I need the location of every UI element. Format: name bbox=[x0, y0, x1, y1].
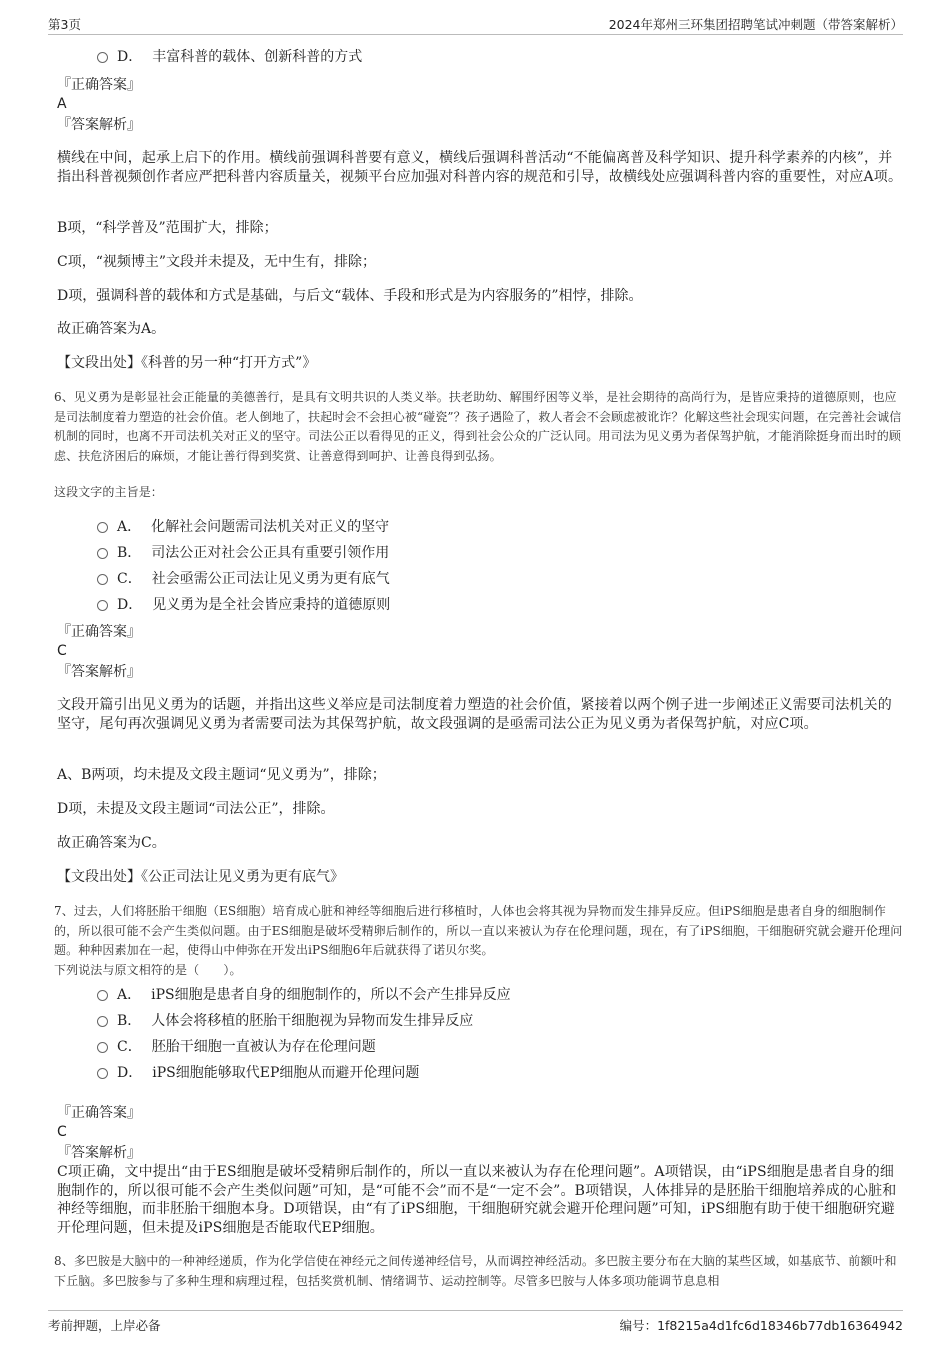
q6-analysis-d: D项，未提及文段主题词“司法公正”，排除。 bbox=[57, 801, 335, 817]
q5-analysis-d: D项，强调科普的载体和方式是基础，与后文“载体、手段和形式是为内容服务的”相悖，排除。 bbox=[57, 288, 643, 304]
footer-slogan: 考前押题，上岸必备 bbox=[48, 1318, 161, 1333]
q6-answer-heading: 『正确答案』 bbox=[57, 624, 141, 640]
q7-analysis-heading: 『答案解析』 bbox=[57, 1145, 141, 1161]
q7-option-a[interactable]: A． iPS细胞是患者自身的细胞制作的，所以不会产生排异反应 bbox=[97, 986, 511, 1005]
radio-icon[interactable] bbox=[97, 1042, 108, 1053]
page-header bbox=[48, 14, 903, 35]
radio-icon[interactable] bbox=[97, 522, 108, 533]
q7-option-d[interactable]: D． iPS细胞能够取代EP细胞从而避开伦理问题 bbox=[97, 1064, 419, 1083]
q7-stem: 7、过去，人们将胚胎干细胞（ES细胞）培育成心脏和神经等细胞后进行移植时，人体也会将其视为异物而发生排异反应。但iPS细胞是患者自身的细胞制作的，所以很可能不会产生类似问题。由于ES细胞是破坏受精卵后制作的，所以一直以来被认为存在伦理问题，现在，有了iPS细胞，干细胞研究就会避开伦理问题。种种因素加在一起，使得山中伸弥在开发出iPS细胞6年后就获得了诺贝尔奖。 bbox=[54, 904, 903, 957]
document-title: 2024年郑州三环集团招聘笔试冲刺题（带答案解析） bbox=[608, 17, 903, 32]
q7-option-b[interactable]: B． 人体会将移植的胚胎干细胞视为异物而发生排异反应 bbox=[97, 1012, 473, 1031]
q6-source: 【文段出处】《公正司法让见义勇为更有底气》 bbox=[57, 869, 344, 885]
q5-option-d[interactable]: D． 丰富科普的载体、创新科普的方式 bbox=[97, 48, 362, 67]
q5-answer-heading: 『正确答案』 bbox=[57, 77, 141, 93]
q6-option-d[interactable]: D． 见义勇为是全社会皆应秉持的道德原则 bbox=[97, 596, 390, 615]
q6-analysis-heading: 『答案解析』 bbox=[57, 664, 141, 680]
q6-analysis-ab: A、B两项，均未提及文段主题词“见义勇为”，排除； bbox=[57, 767, 386, 783]
radio-icon[interactable] bbox=[97, 548, 108, 559]
q7-analysis-paragraph: C项正确，文中提出“由于ES细胞是破坏受精卵后制作的，所以一直以来被认为存在伦理问题”。A项错误，由“iPS细胞是患者自身的细胞制作的，所以很可能不会产生类似问题”可知，是“可能不会”而不是“一定不会”。B项错误，人体排异的是胚胎干细胞培养成的心脏和神经等细胞，而非胚胎干细胞本身。D项错误，由“有了iPS细胞，干细胞研究就会避开伦理问题”可知，iPS细胞有助于使干细胞研究避开伦理问题，但未提及iPS细胞是否能取代EP细胞。 bbox=[57, 1164, 897, 1236]
q7-option-c[interactable]: C． 胚胎干细胞一直被认为存在伦理问题 bbox=[97, 1038, 376, 1057]
q5-analysis-heading: 『答案解析』 bbox=[57, 117, 141, 133]
q5-analysis-c: C项，“视频博主”文段并未提及，无中生有，排除； bbox=[57, 254, 377, 270]
q6-conclusion: 故正确答案为C。 bbox=[57, 835, 166, 851]
q6-analysis-paragraph: 文段开篇引出见义勇为的话题，并指出这些义举应是司法制度着力塑造的社会价值，紧接着以两个例子进一步阐述正义需要司法机关的坚守，尾句再次强调见义勇为者需要司法为其保驾护航，故文段强调的是亟需司法公正为见义勇为者保驾护航，对应C项。 bbox=[57, 697, 892, 732]
q6-stem: 6、见义勇为是彰显社会正能量的美德善行，是具有文明共识的人类义举。扶老助幼、解围纾困等义举，是社会期待的高尚行为，是皆应秉持的道德原则，也应是司法制度着力塑造的社会价值。老人倒地了，扶起时会不会担心被“碰瓷”？孩子遇险了，救人者会不会顾虑被讹诈？化解这些社会现实问题，在完善社会诚信机制的同时，也离不开司法机关对正义的坚守。司法公正以看得见的正义，得到社会公众的广泛认同。用司法为见义勇为者保驾护航，才能消除挺身而出时的顾虑、扶危济困后的麻烦，才能让善行得到奖赏、让善意得到呵护、让善良得到弘扬。 bbox=[54, 390, 902, 463]
q6-answer: C bbox=[57, 643, 67, 659]
q8-stem: 8、多巴胺是大脑中的一种神经递质，作为化学信使在神经元之间传递神经信号，从而调控神经活动。多巴胺主要分布在大脑的某些区域，如基底节、前额叶和下丘脑。多巴胺参与了多种生理和病理过程，包括奖赏机制、情绪调节、运动控制等。尽管多巴胺与人体多项功能调节息息相 bbox=[54, 1254, 897, 1288]
page-number: 第3页 bbox=[48, 17, 81, 32]
q5-answer: A bbox=[57, 96, 67, 112]
q7-answer-heading: 『正确答案』 bbox=[57, 1105, 141, 1121]
q7-answer: C bbox=[57, 1124, 67, 1140]
q7-question: 下列说法与原文相符的是（ ）。 bbox=[54, 963, 242, 977]
q5-conclusion: 故正确答案为A。 bbox=[57, 321, 166, 337]
radio-icon[interactable] bbox=[97, 1068, 108, 1079]
radio-icon[interactable] bbox=[97, 1016, 108, 1027]
q6-option-b[interactable]: B． 司法公正对社会公正具有重要引领作用 bbox=[97, 544, 389, 563]
page-footer bbox=[48, 1310, 903, 1335]
radio-icon[interactable] bbox=[97, 600, 108, 611]
radio-icon[interactable] bbox=[97, 574, 108, 585]
q5-analysis-paragraph: 横线在中间，起承上启下的作用。横线前强调科普要有意义，横线后强调科普活动“不能偏离普及科学知识、提升科学素养的内核”，并指出科普视频创作者应严把科普内容质量关，视频平台应加强对科普内容的规范和引导，故横线处应强调科普内容的重要性，对应A项。 bbox=[57, 150, 903, 185]
q6-option-c[interactable]: C． 社会亟需公正司法让见义勇为更有底气 bbox=[97, 570, 390, 589]
q5-analysis-b: B项，“科学普及”范围扩大，排除； bbox=[57, 220, 278, 236]
radio-icon[interactable] bbox=[97, 990, 108, 1001]
q6-question: 这段文字的主旨是： bbox=[54, 485, 163, 499]
q6-option-a[interactable]: A． 化解社会问题需司法机关对正义的坚守 bbox=[97, 518, 389, 537]
q5-source: 【文段出处】《科普的另一种“打开方式”》 bbox=[57, 355, 317, 371]
document-code: 编号：1f8215a4d1fc6d18346b77db16364942 bbox=[619, 1318, 903, 1333]
radio-icon[interactable] bbox=[97, 52, 108, 63]
